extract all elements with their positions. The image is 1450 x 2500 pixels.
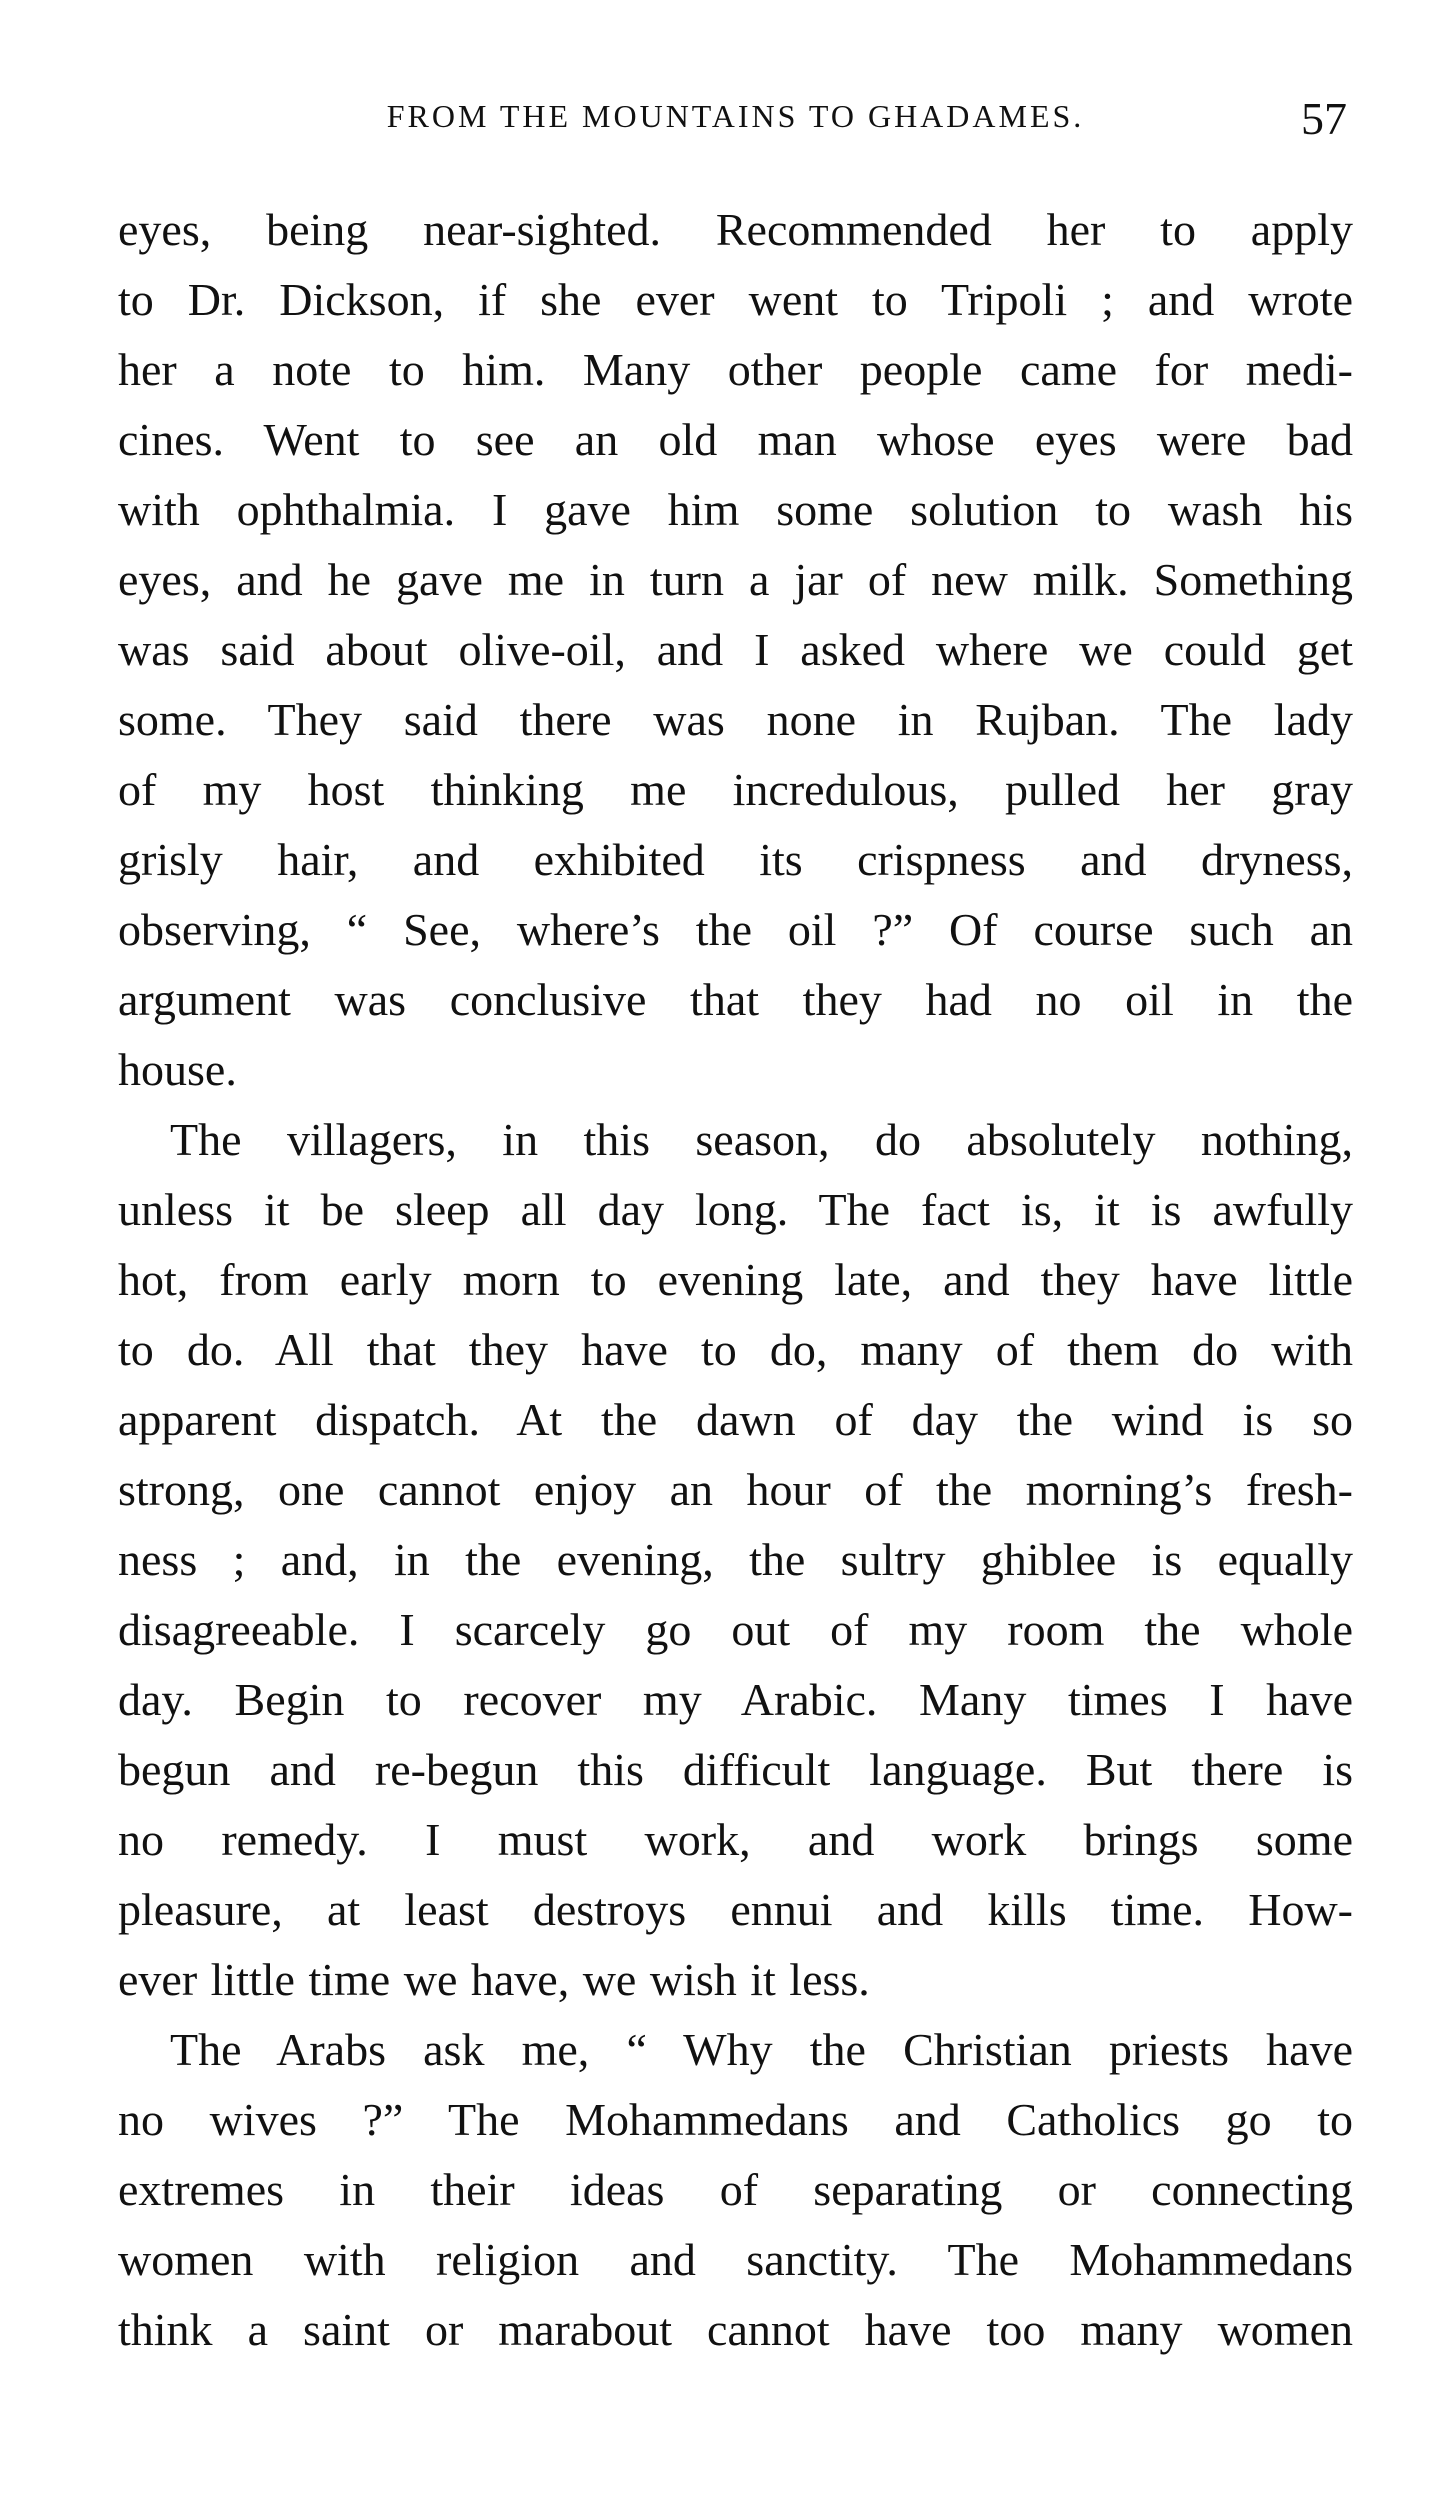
text-line: eyes, and he gave me in turn a jar of new milk. Something — [118, 554, 1353, 605]
text-line: apparent dispatch. At the dawn of day the wind is so — [118, 1394, 1353, 1445]
text-line: day. Begin to recover my Arabic. Many times I have — [118, 1674, 1353, 1725]
text-line: to Dr. Dickson, if she ever went to Tripoli ; and wrote — [118, 274, 1353, 325]
text-line: grisly hair, and exhibited its crispness and dryness, — [118, 834, 1353, 885]
text-line: begun and re-begun this difficult language. But there is — [118, 1744, 1353, 1795]
text-line: argument was conclusive that they had no oil in the — [118, 974, 1353, 1025]
text-line: observing, “ See, where’s the oil ?” Of course such an — [118, 904, 1353, 955]
text-line: to do. All that they have to do, many of them do with — [118, 1324, 1353, 1375]
text-line: with ophthalmia. I gave him some solution to wash his — [118, 484, 1353, 535]
text-line: house. — [118, 1044, 237, 1095]
running-head — [118, 92, 1353, 152]
page-number: 57 — [1301, 93, 1347, 144]
text-line: disagreeable. I scarcely go out of my room the whole — [118, 1604, 1353, 1655]
text-line: ness ; and, in the evening, the sultry ghiblee is equally — [118, 1534, 1353, 1585]
text-line: eyes, being near-sighted. Recommended her to apply — [118, 204, 1353, 255]
paragraph-2 — [118, 1105, 1353, 2015]
text-line: some. They said there was none in Rujban. The lady — [118, 694, 1353, 745]
text-line: strong, one cannot enjoy an hour of the morning’s fresh- — [118, 1464, 1353, 1515]
text-line: no wives ?” The Mohammedans and Catholics go to — [118, 2094, 1353, 2145]
running-title: FROM THE MOUNTAINS TO GHADAMES. — [386, 98, 1085, 134]
text-line: The Arabs ask me, “ Why the Christian priests have — [170, 2024, 1353, 2075]
text-line: The villagers, in this season, do absolutely nothing, — [170, 1114, 1353, 1165]
text-line: hot, from early morn to evening late, and they have little — [118, 1254, 1353, 1305]
text-line: cines. Went to see an old man whose eyes were bad — [118, 414, 1353, 465]
text-line: unless it be sleep all day long. The fact is, it is awfully — [118, 1184, 1353, 1235]
text-line: extremes in their ideas of separating or connecting — [118, 2164, 1353, 2215]
text-line: pleasure, at least destroys ennui and kills time. How- — [118, 1884, 1353, 1935]
text-line: no remedy. I must work, and work brings some — [118, 1814, 1353, 1865]
text-line: was said about olive-oil, and I asked where we could get — [118, 624, 1353, 675]
paragraph-1 — [118, 195, 1353, 1105]
body-text — [118, 195, 1353, 2365]
text-line: think a saint or marabout cannot have too many women — [118, 2304, 1353, 2355]
text-line: women with religion and sanctity. The Mohammedans — [118, 2234, 1353, 2285]
paragraph-3 — [118, 2015, 1353, 2365]
text-line: her a note to him. Many other people came for medi- — [118, 344, 1353, 395]
text-line: ever little time we have, we wish it less. — [118, 1954, 870, 2005]
text-line: of my host thinking me incredulous, pulled her gray — [118, 764, 1353, 815]
